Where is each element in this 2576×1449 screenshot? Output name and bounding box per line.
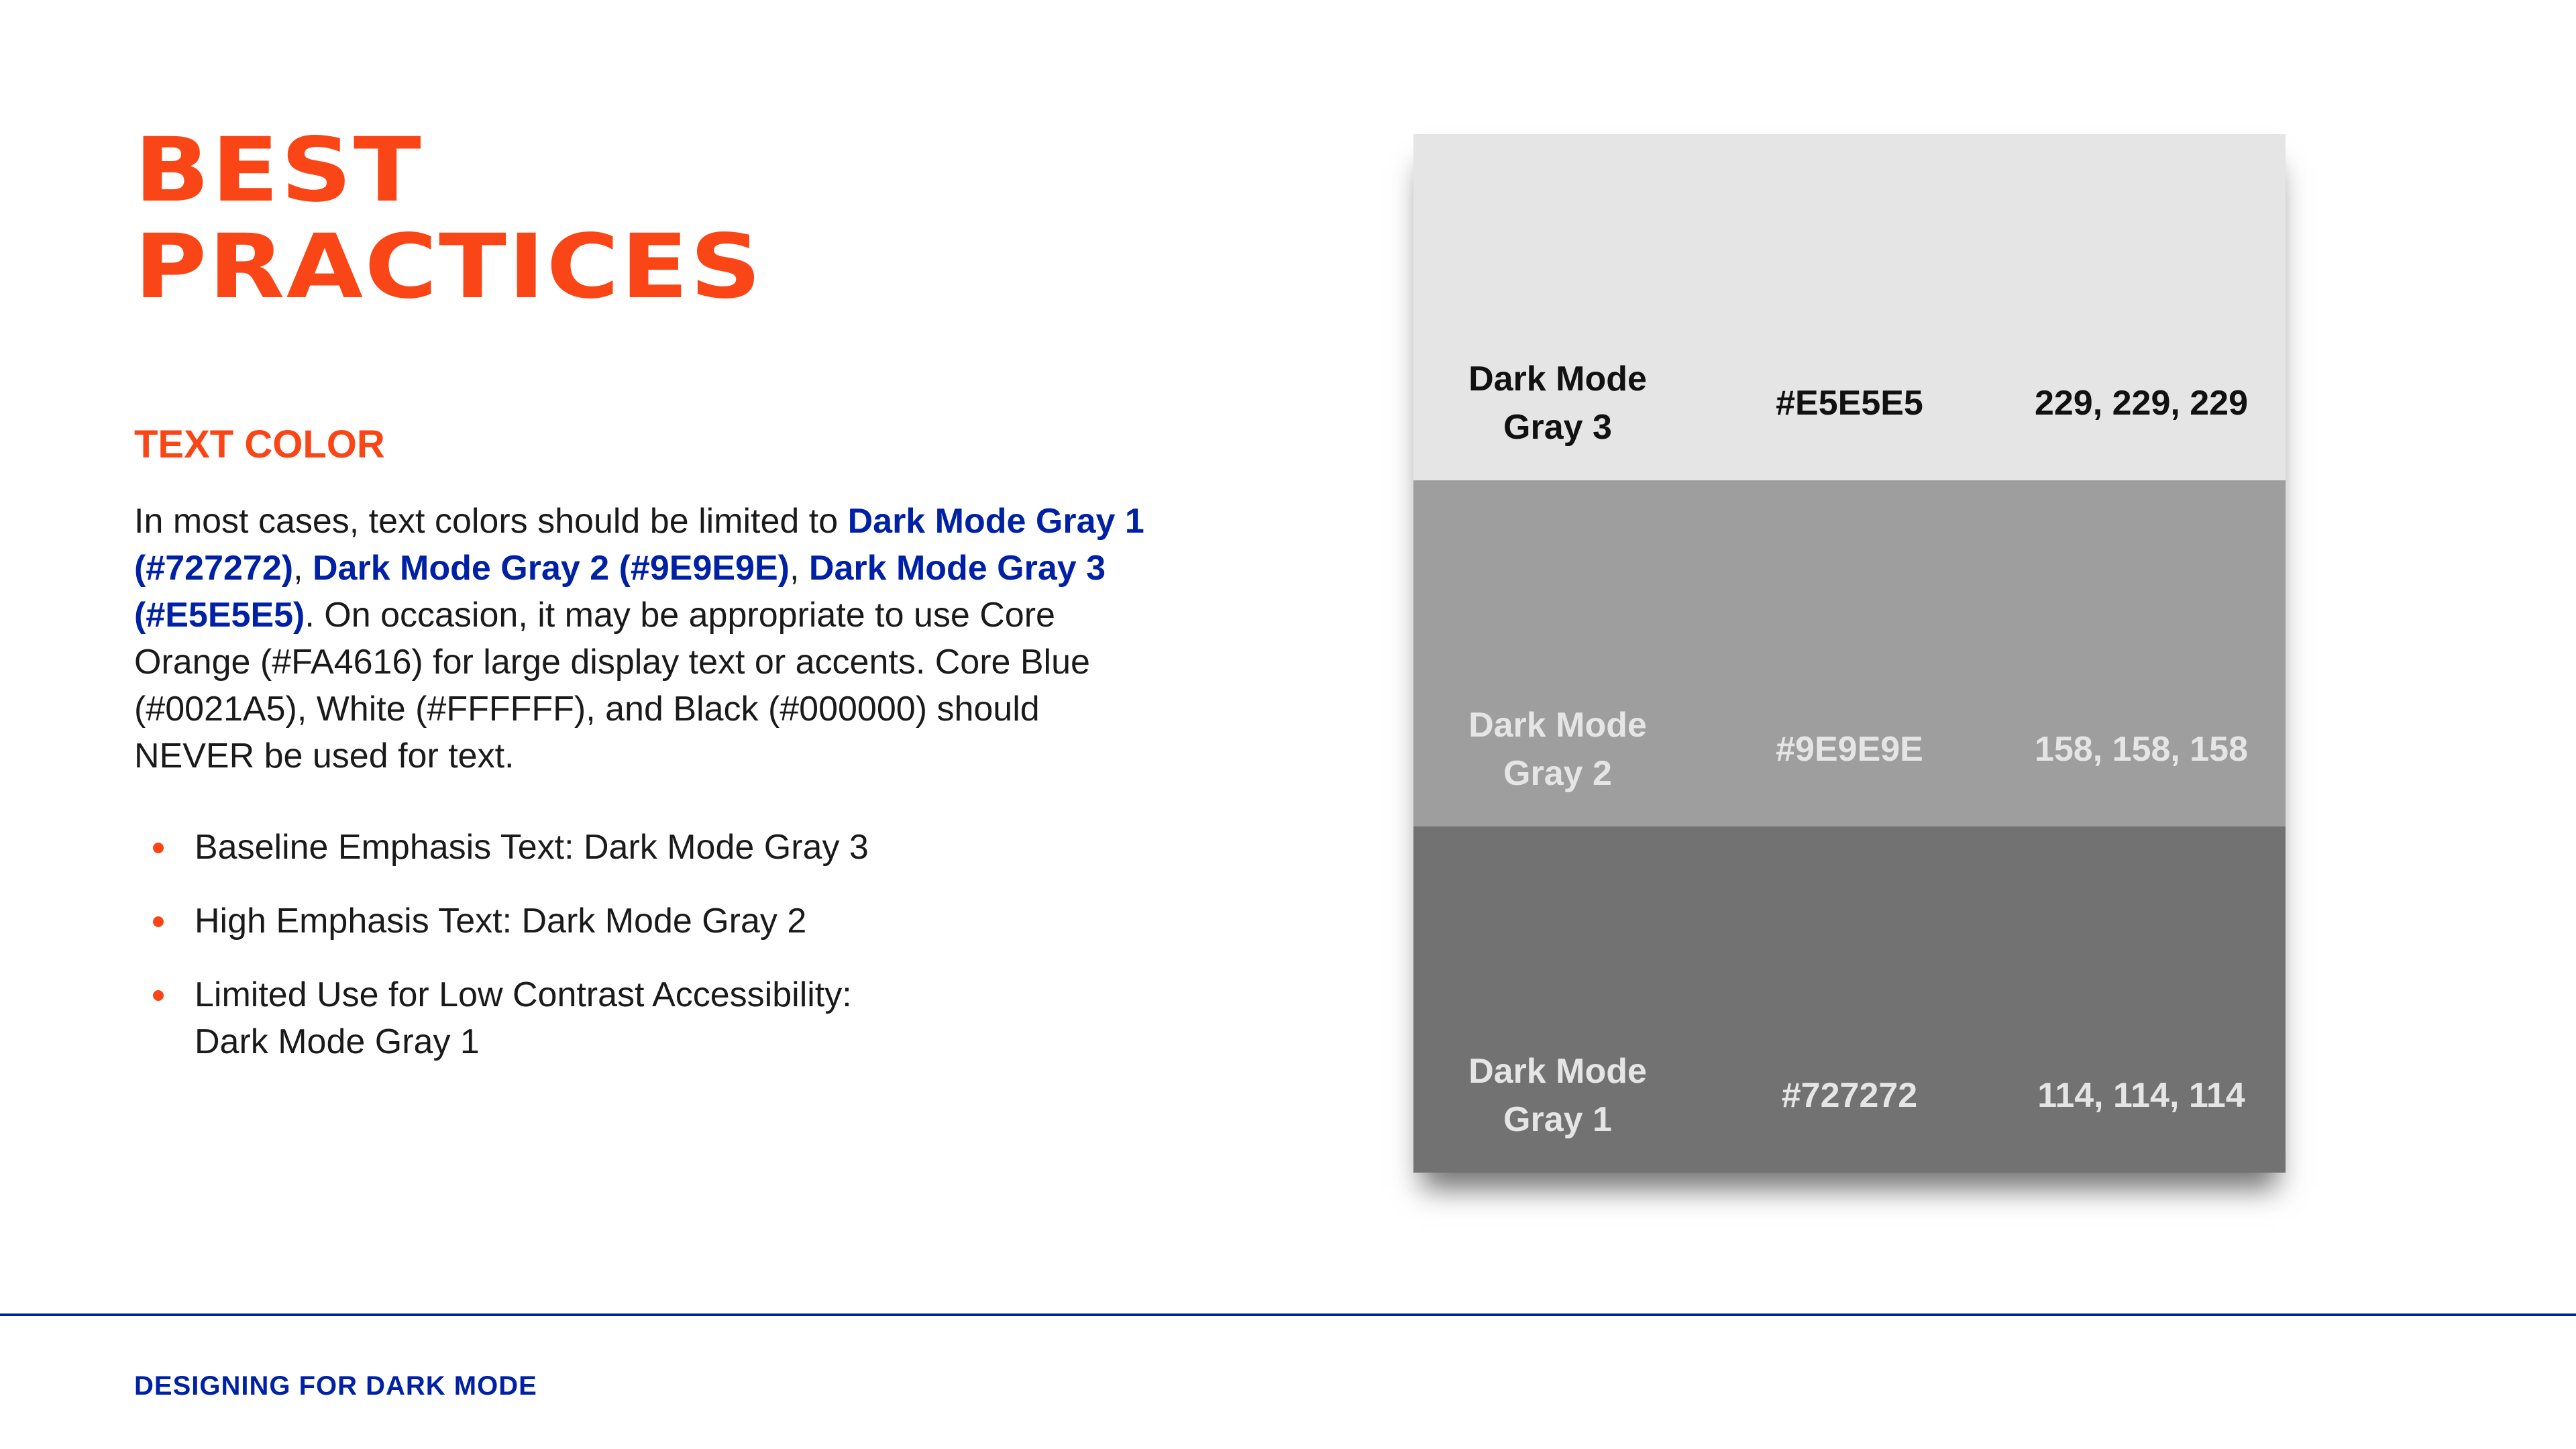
- swatch-name: [1413, 353, 1702, 453]
- swatch-rgb: 114, 114, 114: [2037, 1076, 2245, 1115]
- list-item-text-line-2: Dark Mode Gray 1: [195, 1022, 480, 1061]
- list-item-text-line-1: Limited Use for Low Contrast Accessibility:: [195, 975, 852, 1014]
- body-paragraph: [134, 498, 1167, 780]
- swatch-hex: #9E9E9E: [1776, 730, 1923, 769]
- swatch-name-line-1: Dark Mode: [1468, 1052, 1647, 1091]
- body-intro: In most cases, text colors should be limited to: [134, 502, 848, 541]
- bullet-list: [134, 824, 1140, 1092]
- gray-3-emphasis: Dark Mode Gray 3 (#E5E5E5): [134, 549, 1106, 635]
- swatch-name-line-2: Gray 1: [1503, 1100, 1612, 1139]
- color-swatch-table: [1413, 134, 2286, 1173]
- swatch-name-line-2: Gray 3: [1503, 408, 1612, 447]
- footer-divider: [0, 1313, 2576, 1316]
- page-title-line-1: BEST: [134, 119, 423, 222]
- swatch-gray-3: [1413, 134, 2286, 480]
- gray-1-emphasis: Dark Mode Gray 1 (#727272): [134, 502, 1144, 588]
- gray-2-emphasis: Dark Mode Gray 2 (#9E9E9E): [312, 549, 790, 588]
- body-separator: ,: [293, 549, 313, 588]
- bullet-dot-icon: [153, 990, 164, 1001]
- swatch-gray-2: [1413, 480, 2286, 826]
- swatch-rgb: 158, 158, 158: [2034, 730, 2249, 769]
- bullet-dot-icon: [153, 916, 164, 927]
- swatch-hex: #E5E5E5: [1776, 384, 1923, 423]
- body-rest: . On occasion, it may be appropriate to use Core Orange (#FA4616) for large display text or accents. Core Blue (#0021A5), White (#FFFFFF), and Black (#000000) should NEVER be used for text.: [134, 596, 1090, 775]
- swatch-name: [1413, 1045, 1702, 1146]
- swatch-name-line-1: Dark Mode: [1468, 706, 1647, 745]
- swatch-gray-1: [1413, 826, 2286, 1173]
- page-title: [134, 119, 763, 319]
- swatch-name-line-1: Dark Mode: [1468, 360, 1647, 398]
- swatch-name: [1413, 699, 1702, 800]
- swatch-rgb: 229, 229, 229: [2034, 384, 2249, 423]
- footer-label: DESIGNING FOR DARK MODE: [134, 1371, 537, 1401]
- list-item-text: High Emphasis Text: Dark Mode Gray 2: [195, 902, 807, 941]
- list-item: [134, 824, 1140, 871]
- list-item-text: Baseline Emphasis Text: Dark Mode Gray 3: [195, 828, 869, 867]
- bullet-dot-icon: [153, 843, 164, 853]
- body-separator: ,: [789, 549, 809, 588]
- list-item: [134, 898, 1140, 945]
- swatch-hex: #727272: [1781, 1076, 1918, 1115]
- section-heading: TEXT COLOR: [134, 423, 385, 466]
- page-title-line-2: PRACTICES: [134, 215, 763, 319]
- swatch-name-line-2: Gray 2: [1503, 754, 1612, 793]
- list-item: [134, 971, 1140, 1065]
